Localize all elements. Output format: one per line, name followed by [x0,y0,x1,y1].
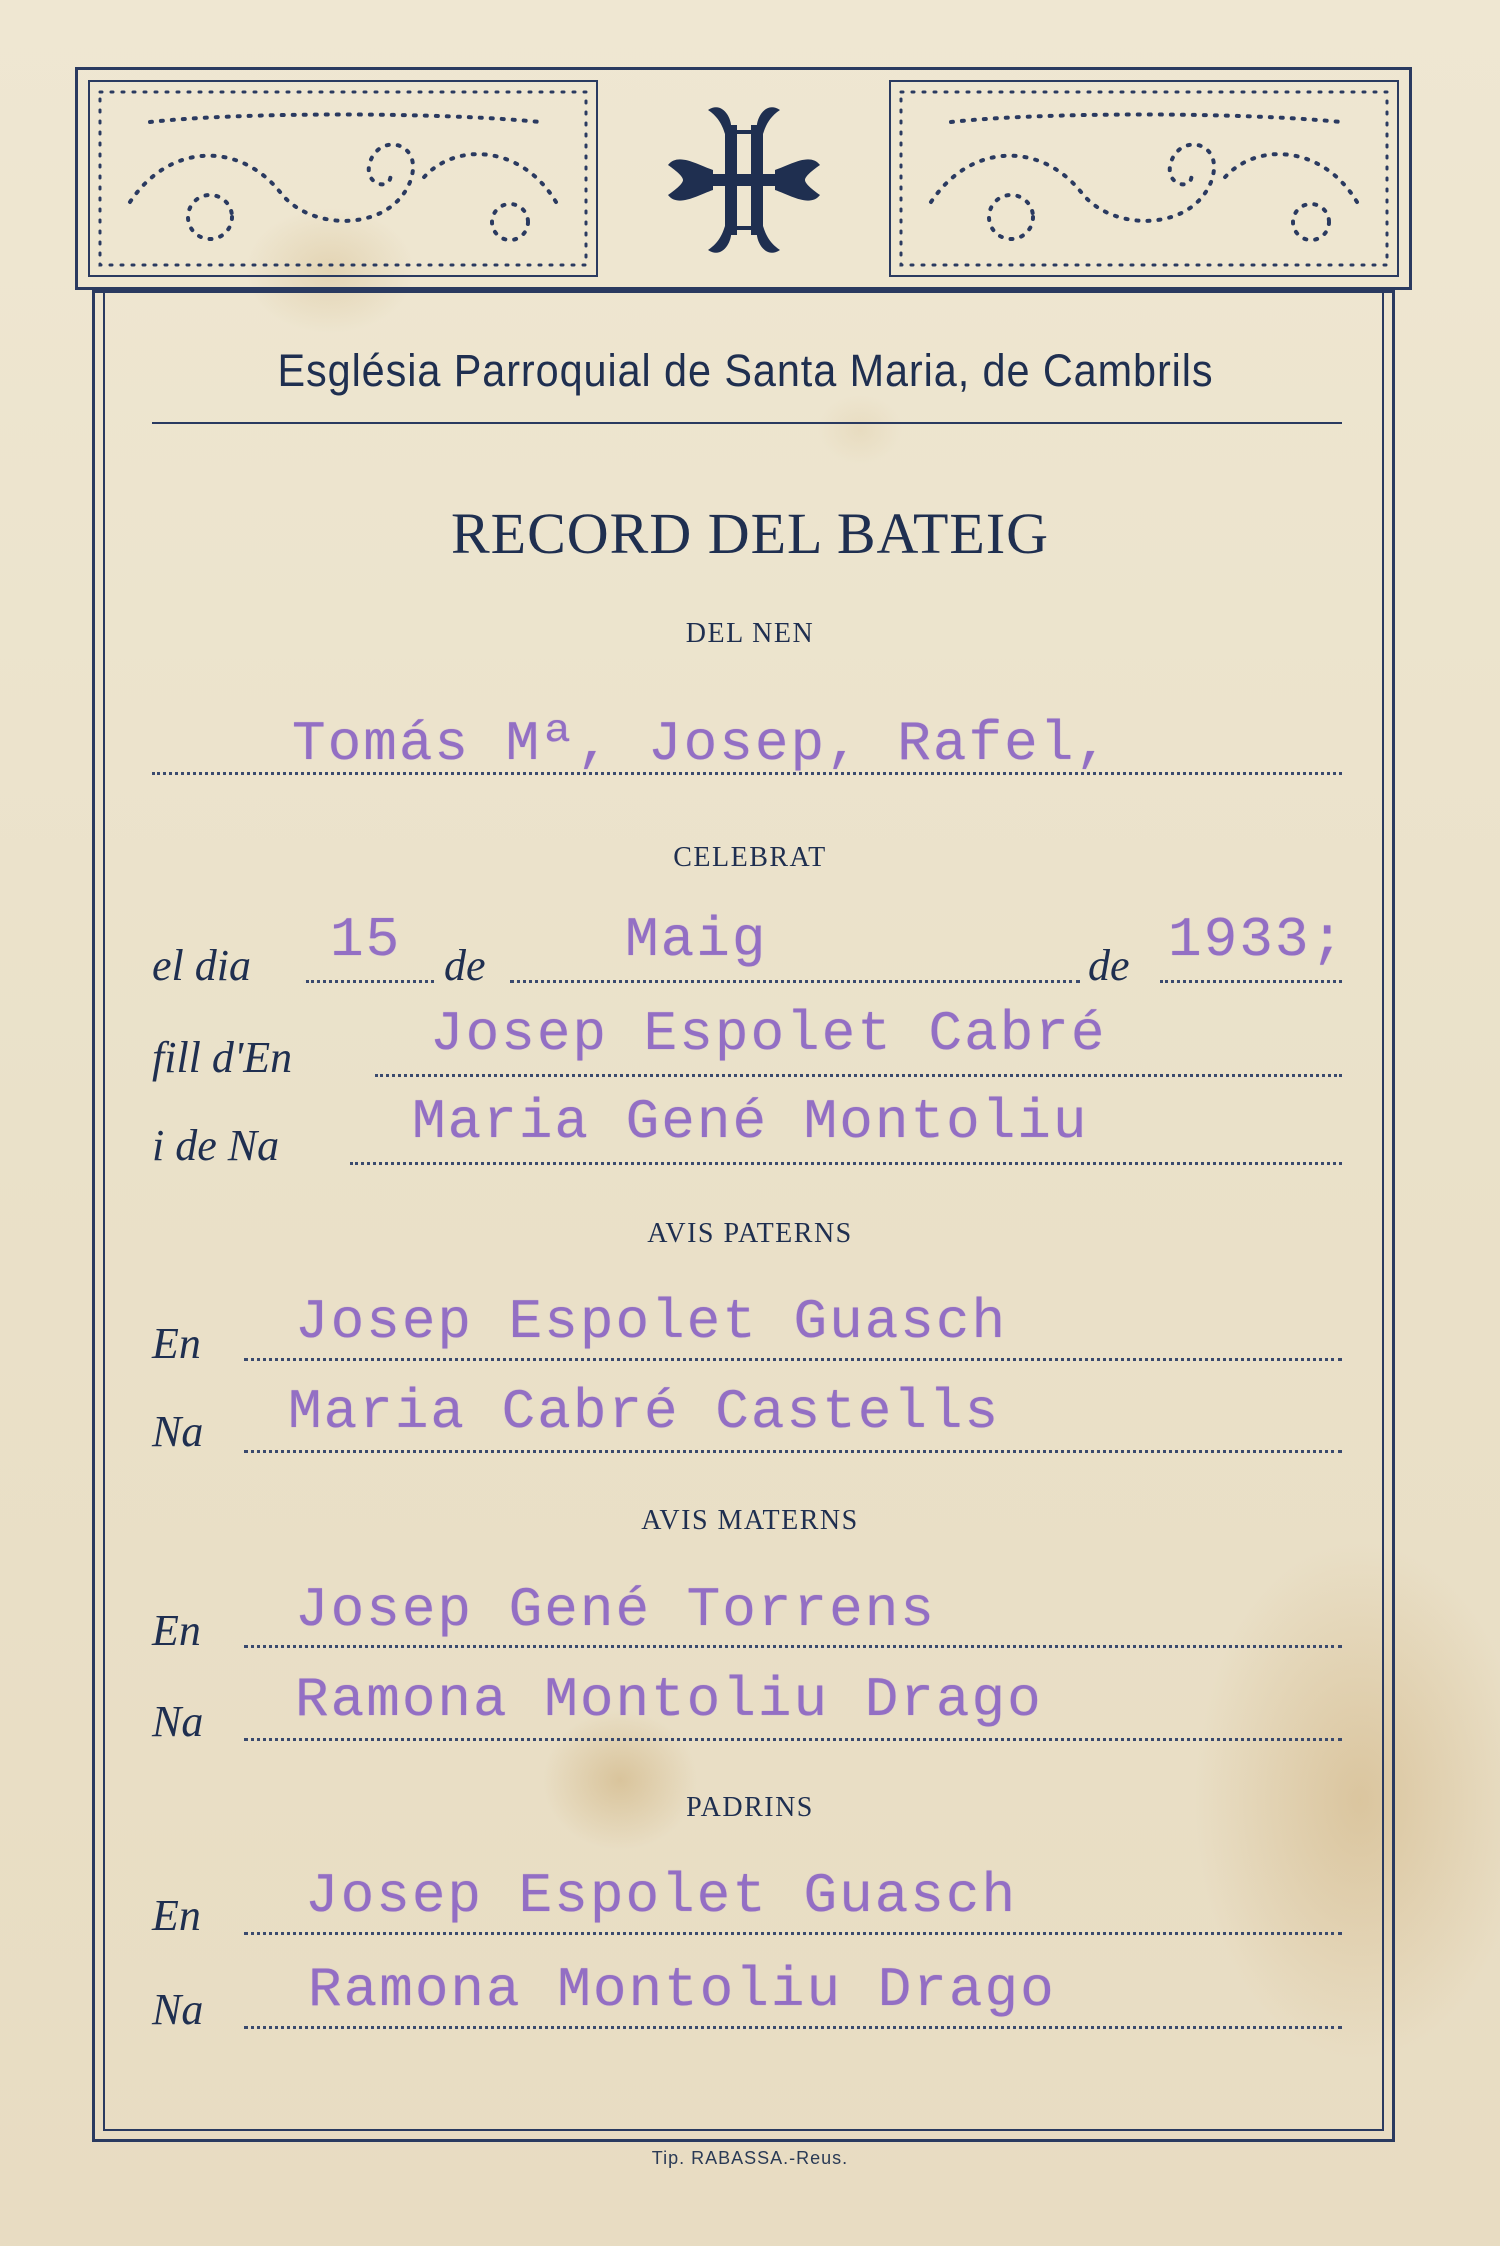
right-ornament-panel [889,80,1399,277]
day-line [306,980,434,983]
label-maternal-en: En [152,1606,201,1655]
field-godfather: Josep Espolet Guasch [305,1864,1018,1928]
godfather-line [244,1932,1342,1935]
heading-child: DEL NEN [685,618,815,649]
godmother-line [244,2026,1342,2029]
father-line [375,1074,1342,1077]
header-ornament [75,67,1412,290]
mother-line [350,1162,1342,1165]
field-maternal-grandmother: Ramona Montoliu Drago [295,1668,1043,1732]
field-day: 15 [330,908,402,972]
field-mother: Maria Gené Montoliu [412,1090,1089,1154]
field-maternal-grandfather: Josep Gené Torrens [295,1578,936,1642]
label-paternal-na: Na [152,1407,204,1456]
year-line [1160,980,1342,983]
child-name: Tomás Mª, Josep, Rafel, [292,712,1111,776]
month-line [510,980,1080,983]
heading-celebrated: CELEBRAT [673,842,827,873]
left-scroll-icon [90,82,596,275]
heading-paternal: AVIS PATERNS [647,1218,853,1249]
field-father: Josep Espolet Cabré [430,1002,1107,1066]
right-scroll-icon [891,82,1397,275]
label-of-month: de [444,941,486,990]
printer-imprint: Tip. RABASSA.-Reus. [651,2148,849,2168]
label-son-of: fill d'En [152,1033,293,1082]
label-and-of: i de Na [152,1121,280,1170]
field-paternal-grandmother: Maria Cabré Castells [288,1380,1001,1444]
field-year: 1933; [1168,908,1347,972]
left-ornament-panel [88,80,598,277]
field-paternal-grandfather: Josep Espolet Guasch [295,1290,1008,1354]
card-title: RECORD DEL BATEIG [450,501,1050,566]
maternal-grandmother-line [244,1738,1342,1741]
paternal-grandfather-line [244,1358,1342,1361]
label-day: el dia [152,941,251,990]
label-maternal-na: Na [152,1697,204,1746]
heading-maternal: AVIS MATERNS [641,1505,859,1536]
label-godmother-na: Na [152,1985,204,2034]
paternal-grandmother-line [244,1450,1342,1453]
maternal-grandfather-line [244,1645,1342,1648]
church-rule [152,422,1342,424]
field-month: Maig [625,908,768,972]
label-paternal-en: En [152,1319,201,1368]
heading-godparents: PADRINS [686,1792,814,1823]
church-name: Església Parroquial de Santa Maria, de Cambrils [277,345,1214,396]
cross-icon [613,70,875,287]
field-godmother: Ramona Montoliu Drago [308,1958,1056,2022]
cross-emblem [613,70,875,287]
label-godfather-en: En [152,1891,201,1940]
label-of-year: de [1088,941,1130,990]
